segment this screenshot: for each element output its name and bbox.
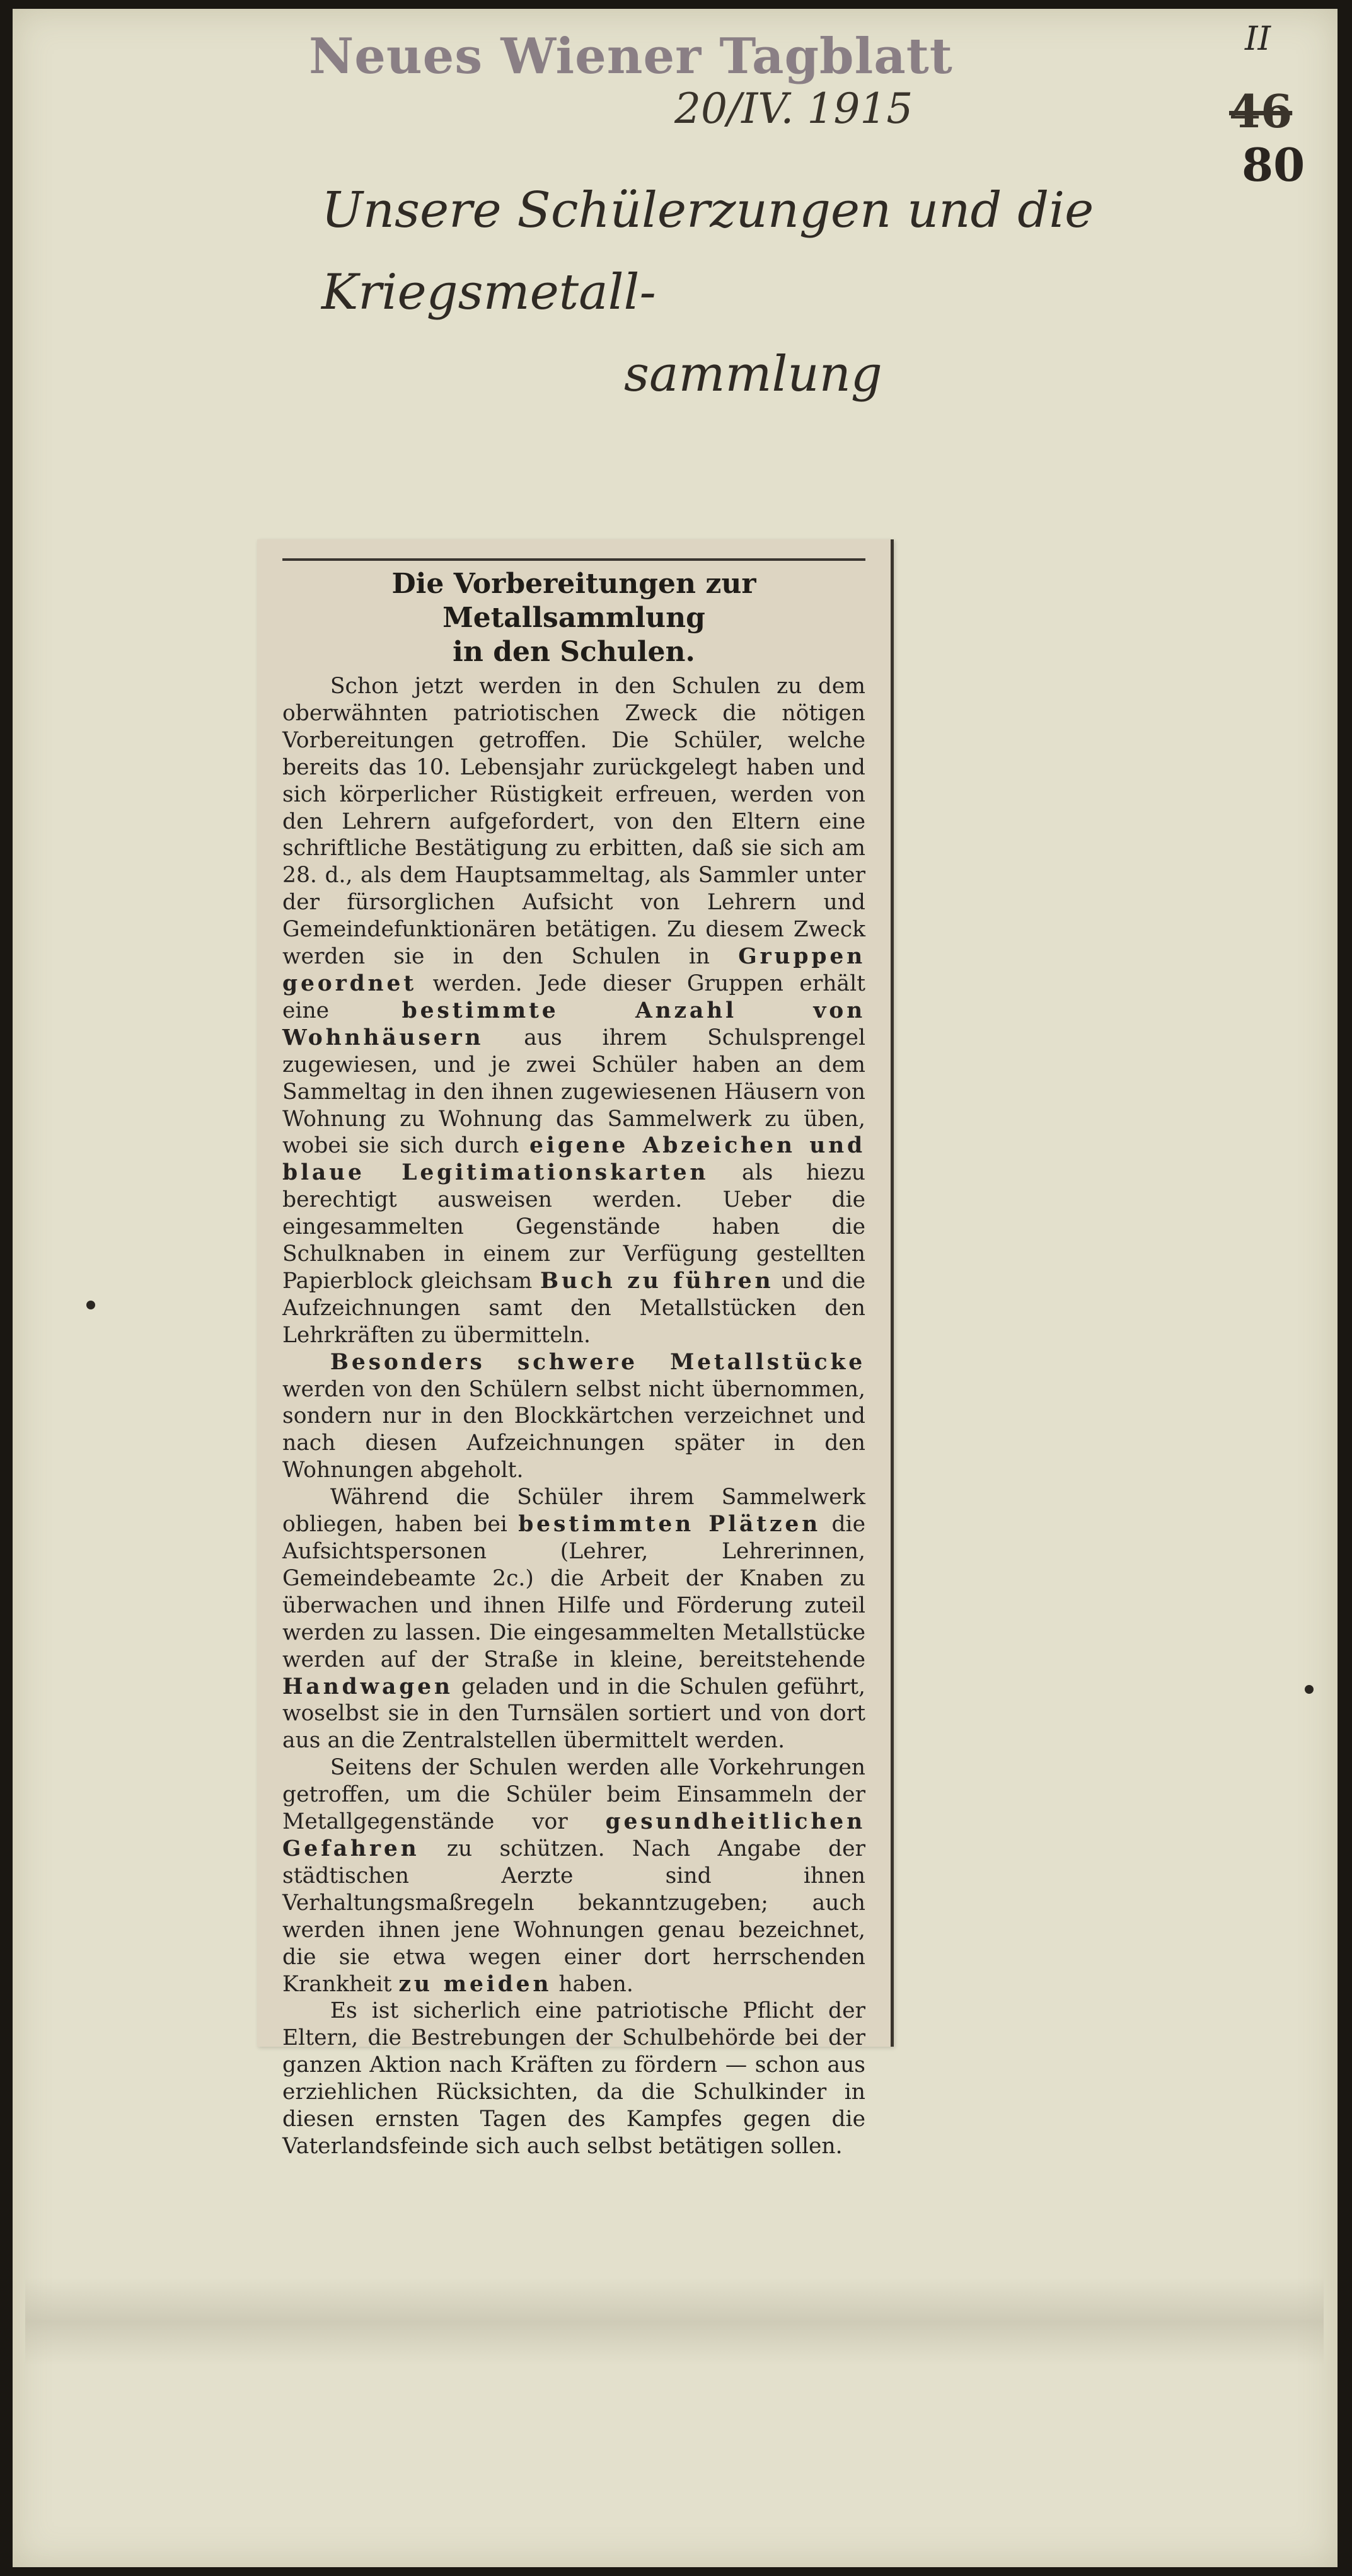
emphasis: Besonders schwere Metallstücke <box>330 1349 865 1375</box>
ink-dot <box>1305 1685 1314 1694</box>
paper-shadow-band <box>25 2277 1324 2366</box>
text-run: haben. <box>558 1971 633 1997</box>
article-paragraph-5 <box>282 1998 865 2159</box>
text-run: als hiezu berechtigt ausweisen werden. Ueber die eingesammelten Gegenstände haben die Schulknaben in einem zur Verfügung gestellten Papierblock gleichsam <box>282 1160 866 1294</box>
emphasis: Buch zu führen <box>540 1268 774 1294</box>
archive-sheet <box>13 9 1338 2567</box>
article-paragraph-2 <box>282 1349 865 1485</box>
emphasis: Handwagen <box>282 1674 453 1699</box>
article-title-line2: in den Schulen. <box>453 636 695 668</box>
article-paragraph-4 <box>282 1754 865 1998</box>
text-run: Schon jetzt werden in den Schulen zu dem oberwähnten patriotischen Zweck die nötigen Vorbereitungen getroffen. Die Schüler, welche bereits das 10. Lebensjahr zurückgelegt haben und sich körperlicher Rüstigkeit erfreuen, werden von den Lehrern aufgefordert, von den Eltern eine schriftliche Bestätigung zu erbitten, daß sie sich am 28. d., als dem Hauptsammeltag, als Sammler unter der fürsorglichen Aufsicht von Lehrern und Gemeindefunktionären betätigen. Zu diesem Zweck werden sie in den Schulen in <box>282 674 865 970</box>
handwritten-note-line1: Unsere Schülerzungen und die Kriegsmetall- <box>321 182 1094 321</box>
archive-number: 80 <box>1242 138 1305 192</box>
article-title-line1: Die Vorbereitungen zur Metallsammlung <box>391 568 756 634</box>
text-run: Während die Schüler ihrem Sammelwerk obliegen, haben bei <box>282 1485 865 1538</box>
article-body <box>282 673 865 2160</box>
emphasis: zu meiden <box>398 1971 552 1997</box>
handwritten-note <box>321 170 1330 415</box>
archive-mark: II <box>1245 20 1271 58</box>
text-run: aus ihrem Schulsprengel zugewiesen, und je zwei Schüler haben an dem Sammeltag in den ihnen zugewiesenen Häusern von Wohnung zu Wohnung das Sammelwerk zu üben, wobei sie sich durch <box>282 1025 865 1159</box>
archive-number-struck: 46 <box>1229 84 1293 138</box>
handwritten-note-line2: sammlung <box>624 346 882 403</box>
article-title <box>282 567 865 669</box>
text-run: geladen und in die Schulen geführt, woselbst sie in den Turnsälen sortiert und von dort aus an die Zentralstellen übermittelt werden. <box>282 1674 865 1754</box>
text-run: zu schützen. Nach Angabe der städtischen Aerzte sind ihnen Verhaltungsmaßregeln bekanntzugeben; auch werden ihnen jene Wohnungen genau bezeichnet, die sie etwa wegen einer dort herrschenden Krankheit <box>282 1836 866 1997</box>
text-run: Seitens der Schulen werden alle Vorkehrungen getroffen, um die Schüler beim Einsammeln der Metallgegenstände vor <box>282 1755 865 1835</box>
newspaper-clipping <box>257 539 894 2159</box>
emphasis: eigene Abzeichen und blaue Legitimationskarten <box>282 1133 866 1186</box>
clipping-top-rule <box>282 558 865 561</box>
text-run: die Aufsichtspersonen (Lehrer, Lehrerinnen, Gemeindebeamte 2c.) die Arbeit der Knaben zu überwachen und ihnen Hilfe und Förderung zuteil werden zu lassen. Die eingesammelten Metallstücke werden auf der Straße in kleine, bereitstehende <box>282 1512 866 1672</box>
text-run: werden von den Schülern selbst nicht übernommen, sondern nur in den Blockkärtchen verzeichnet und nach diesen Aufzeichnungen später in den Wohnungen abgeholt. <box>282 1376 865 1483</box>
emphasis: bestimmten Plätzen <box>518 1512 821 1538</box>
emphasis: Gruppen geordnet <box>282 944 866 996</box>
emphasis: bestimmte Anzahl von Wohnhäusern <box>282 998 866 1050</box>
text-run: Es ist sicherlich eine patriotische Pflicht der Eltern, die Bestrebungen der Schulbehörde bei der ganzen Aktion nach Kräften zu fördern — schon aus erziehlichen Rücksichten, da die Schulkinder in diesen ernsten Tagen des Kampfes gegen die Vaterlandsfeinde sich auch selbst betätigen sollen. <box>282 1998 865 2159</box>
newspaper-stamp: Neues Wiener Tagblatt <box>309 28 953 85</box>
article-paragraph-3 <box>282 1484 865 1754</box>
text-run: und die Aufzeichnungen samt den Metallstücken den Lehrkräften zu übermitteln. <box>282 1268 866 1348</box>
handwritten-date: 20/IV. 1915 <box>674 84 913 133</box>
ink-dot <box>86 1301 95 1309</box>
article-paragraph-1 <box>282 673 865 1349</box>
text-run: werden. Jede dieser Gruppen erhält eine <box>282 970 865 1023</box>
emphasis: gesundheitlichen Gefahren <box>282 1809 865 1861</box>
